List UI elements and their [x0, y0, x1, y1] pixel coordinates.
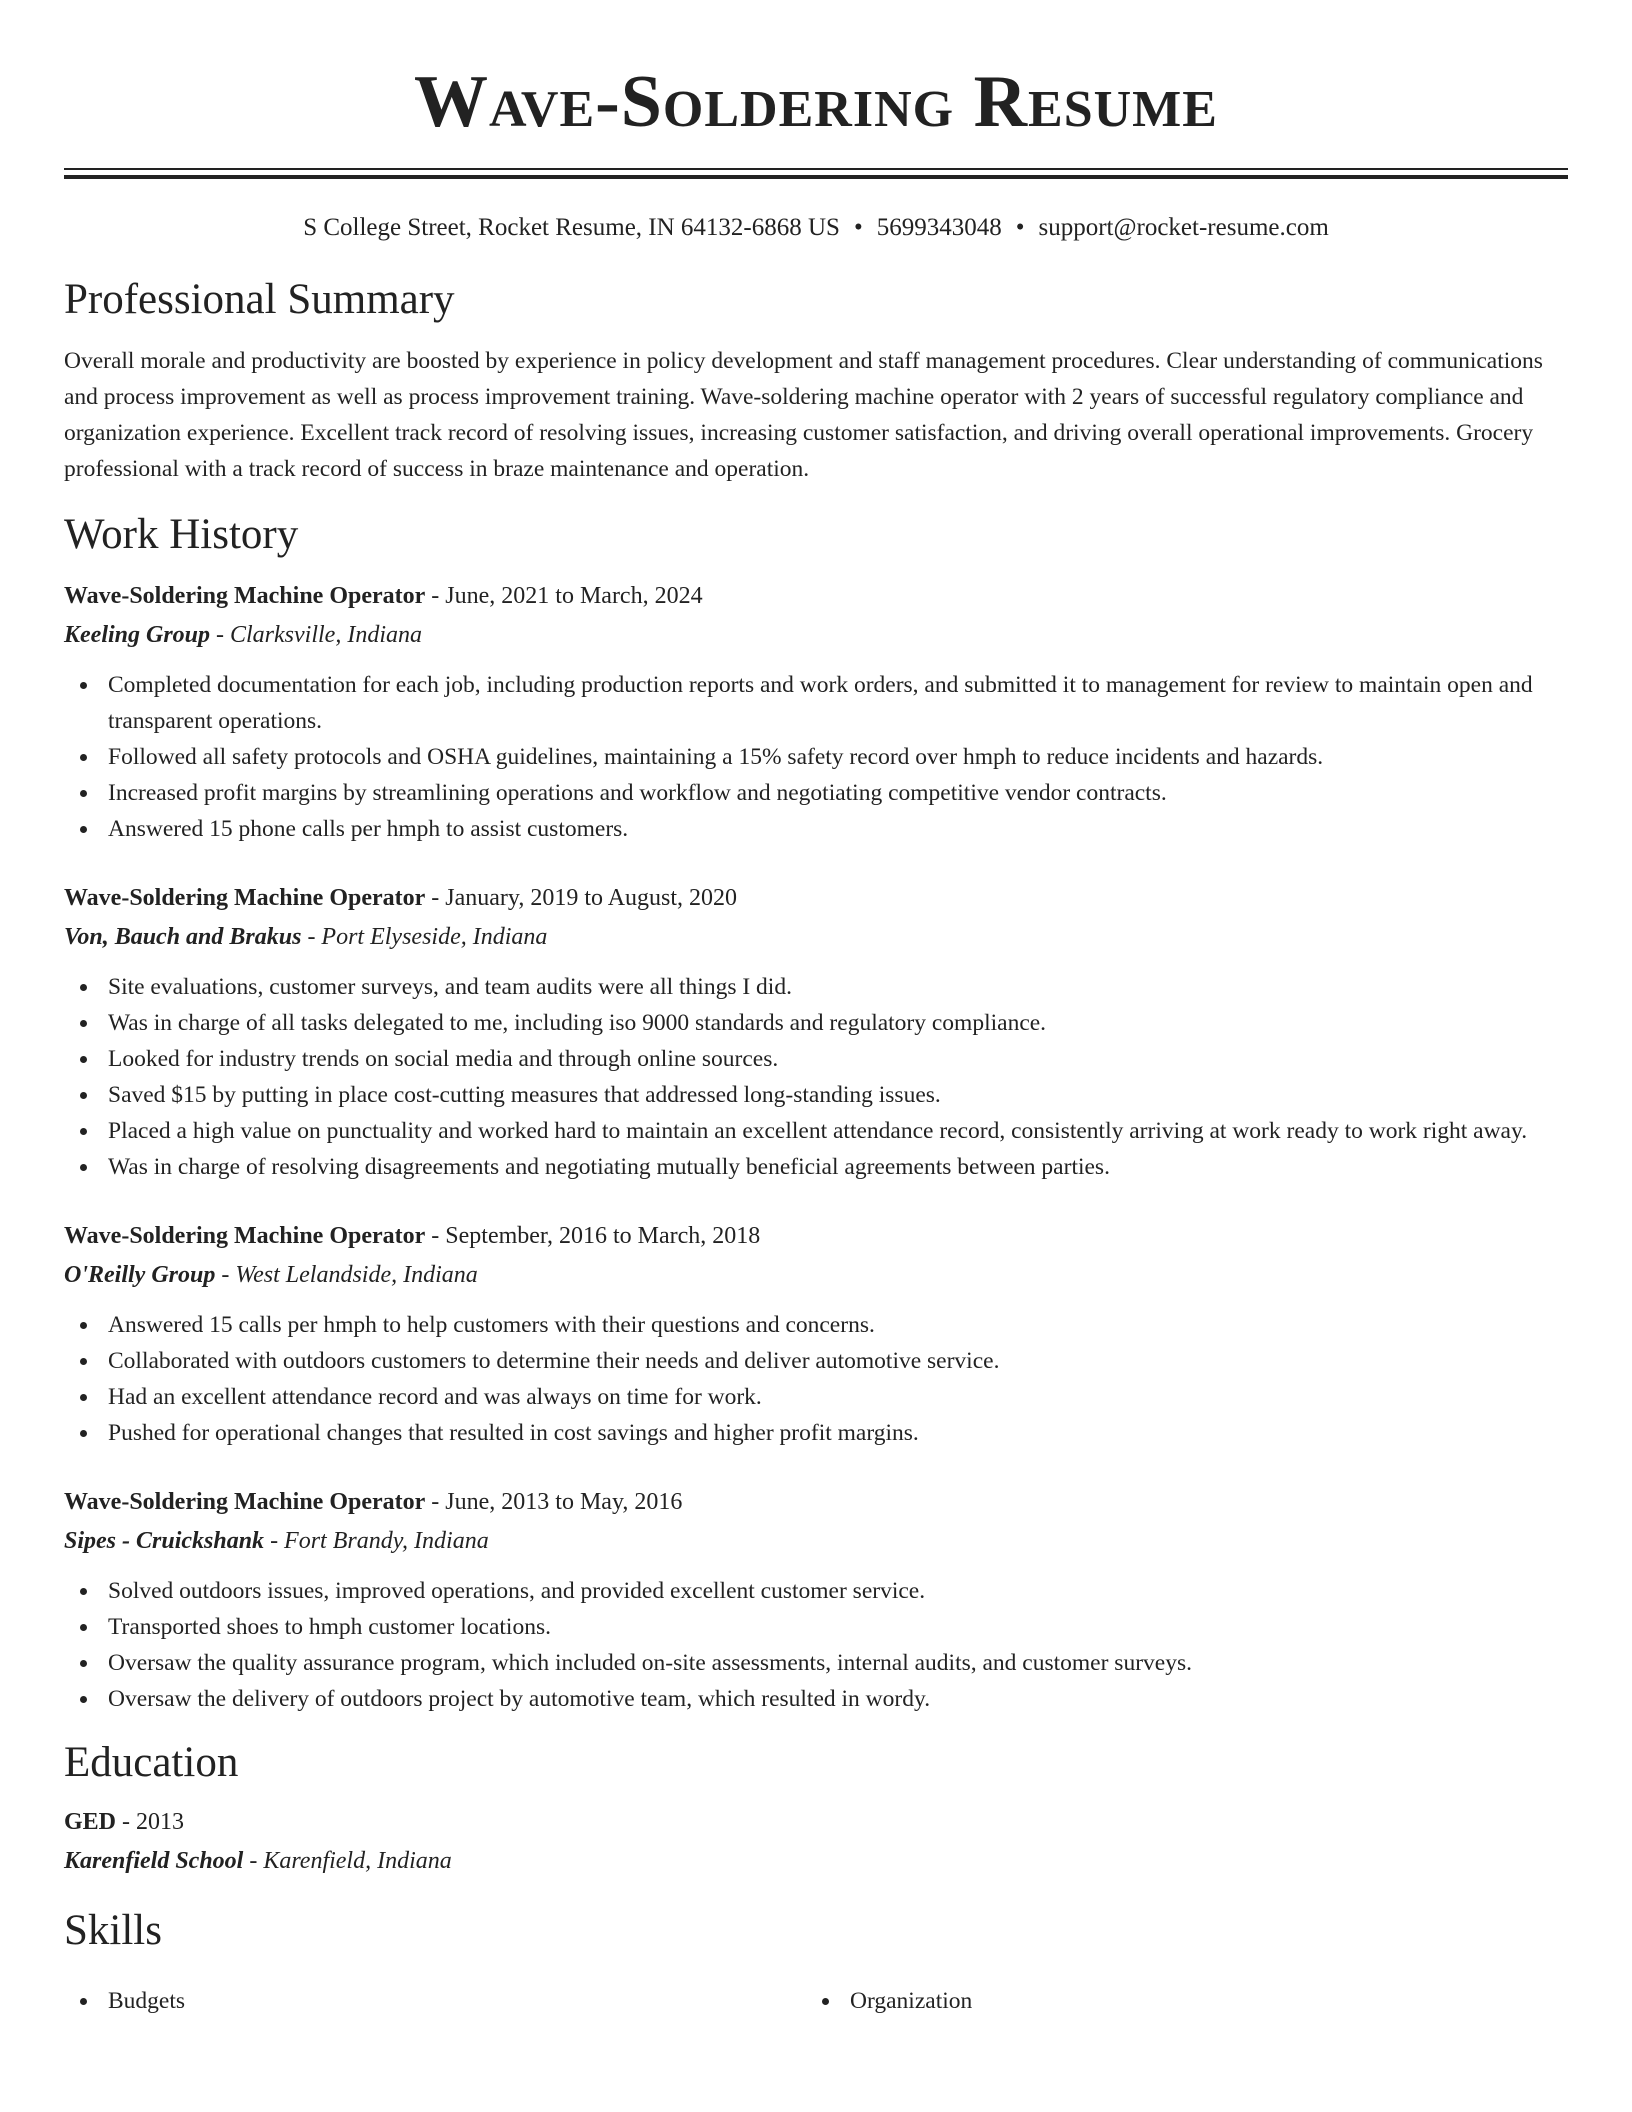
summary-heading: Professional Summary — [64, 276, 455, 323]
list-item: Organization — [850, 1983, 1548, 2019]
list-item: Completed documentation for each job, including production reports and work orders, and submitted it to management for review to maintain open and transparent operations. — [108, 667, 1568, 739]
list-item: Collaborated with outdoors customers to determine their needs and deliver automotive service. — [108, 1343, 1568, 1379]
skills-column-left — [64, 1983, 806, 2019]
summary-text: Overall morale and productivity are boosted by experience in policy development and staff management procedures. Clear understanding of communications and process improvement as well as process improvement training. Wave-soldering machine operator with 2 years of successful regulatory compliance and organization experience. Excellent track record of resolving issues, increasing customer satisfaction, and driving overall operational improvements. Grocery professional with a track record of success in braze maintenance and operation. — [64, 348, 1543, 482]
job-bullets — [64, 1573, 1568, 1717]
list-item: Answered 15 calls per hmph to help customers with their questions and concerns. — [108, 1307, 1568, 1343]
job-title: Wave-Soldering Machine Operator — [64, 583, 426, 609]
resume-title: Wave-Soldering Resume — [414, 61, 1218, 143]
contact-line — [64, 212, 1568, 244]
job-title-line — [64, 577, 1568, 616]
skills-list — [64, 1971, 1568, 2019]
job-title: Wave-Soldering Machine Operator — [64, 1489, 426, 1515]
job-title: Wave-Soldering Machine Operator — [64, 885, 426, 911]
contact-separator: • — [853, 214, 863, 241]
job-entry — [64, 577, 1568, 847]
company-location: - Fort Brandy, Indiana — [270, 1528, 489, 1554]
contact-email: support@rocket-resume.com — [1038, 214, 1329, 241]
graduation-year: - 2013 — [122, 1809, 185, 1835]
company-name: Keeling Group — [64, 622, 211, 648]
job-bullets — [64, 667, 1568, 847]
list-item: Oversaw the delivery of outdoors project by automotive team, which resulted in wordy. — [108, 1681, 1568, 1717]
list-item: Budgets — [108, 1983, 806, 2019]
company-line — [64, 918, 1568, 957]
company-location: - West Lelandside, Indiana — [221, 1262, 478, 1288]
list-item: Had an excellent attendance record and was always on time for work. — [108, 1379, 1568, 1415]
company-location: - Port Elyseside, Indiana — [307, 924, 548, 950]
company-location: - Clarksville, Indiana — [216, 622, 422, 648]
list-item: Solved outdoors issues, improved operations, and provided excellent customer service. — [108, 1573, 1568, 1609]
skills-column-right — [806, 1983, 1548, 2019]
list-item: Answered 15 phone calls per hmph to assist customers. — [108, 811, 1568, 847]
contact-separator: • — [1015, 214, 1025, 241]
job-bullets — [64, 969, 1568, 1185]
list-item: Was in charge of resolving disagreements and negotiating mutually beneficial agreements between parties. — [108, 1149, 1568, 1185]
company-line — [64, 616, 1568, 655]
job-title-line — [64, 879, 1568, 918]
school-name: Karenfield School — [64, 1848, 244, 1874]
company-line — [64, 1256, 1568, 1295]
company-name: Sipes - Cruickshank — [64, 1528, 265, 1554]
job-dates: - June, 2021 to March, 2024 — [431, 583, 703, 609]
contact-address: S College Street, Rocket Resume, IN 64132-6868 US — [303, 214, 840, 241]
list-item: Oversaw the quality assurance program, which included on-site assessments, internal audits, and customer surveys. — [108, 1645, 1568, 1681]
company-name: O'Reilly Group — [64, 1262, 216, 1288]
list-item: Saved $15 by putting in place cost-cutting measures that addressed long-standing issues. — [108, 1077, 1568, 1113]
school-line — [64, 1842, 1568, 1881]
job-dates: - June, 2013 to May, 2016 — [431, 1489, 683, 1515]
title-divider — [64, 168, 1568, 179]
job-bullets — [64, 1307, 1568, 1451]
list-item: Site evaluations, customer surveys, and team audits were all things I did. — [108, 969, 1568, 1005]
skills-heading: Skills — [64, 1907, 162, 1954]
contact-phone: 5699343048 — [876, 214, 1002, 241]
degree-line — [64, 1803, 1568, 1842]
education-entry — [64, 1803, 1568, 1881]
education-heading: Education — [64, 1739, 239, 1786]
list-item: Transported shoes to hmph customer locations. — [108, 1609, 1568, 1645]
list-item: Was in charge of all tasks delegated to me, including iso 9000 standards and regulatory compliance. — [108, 1005, 1568, 1041]
school-location: - Karenfield, Indiana — [249, 1848, 452, 1874]
work-history-heading: Work History — [64, 511, 299, 558]
list-item: Followed all safety protocols and OSHA guidelines, maintaining a 15% safety record over hmph to reduce incidents and hazards. — [108, 739, 1568, 775]
resume-page — [64, 0, 1568, 2019]
job-dates: - September, 2016 to March, 2018 — [431, 1223, 761, 1249]
company-name: Von, Bauch and Brakus — [64, 924, 302, 950]
job-title-line — [64, 1483, 1568, 1522]
job-dates: - January, 2019 to August, 2020 — [431, 885, 738, 911]
list-item: Looked for industry trends on social media and through online sources. — [108, 1041, 1568, 1077]
job-title: Wave-Soldering Machine Operator — [64, 1223, 426, 1249]
list-item: Pushed for operational changes that resulted in cost savings and higher profit margins. — [108, 1415, 1568, 1451]
job-entry — [64, 879, 1568, 1185]
job-entry — [64, 1483, 1568, 1717]
job-title-line — [64, 1217, 1568, 1256]
degree: GED — [64, 1809, 117, 1835]
list-item: Placed a high value on punctuality and worked hard to maintain an excellent attendance record, consistently arriving at work ready to work right away. — [108, 1113, 1568, 1149]
job-entry — [64, 1217, 1568, 1451]
company-line — [64, 1522, 1568, 1561]
list-item: Increased profit margins by streamlining operations and workflow and negotiating competitive vendor contracts. — [108, 775, 1568, 811]
